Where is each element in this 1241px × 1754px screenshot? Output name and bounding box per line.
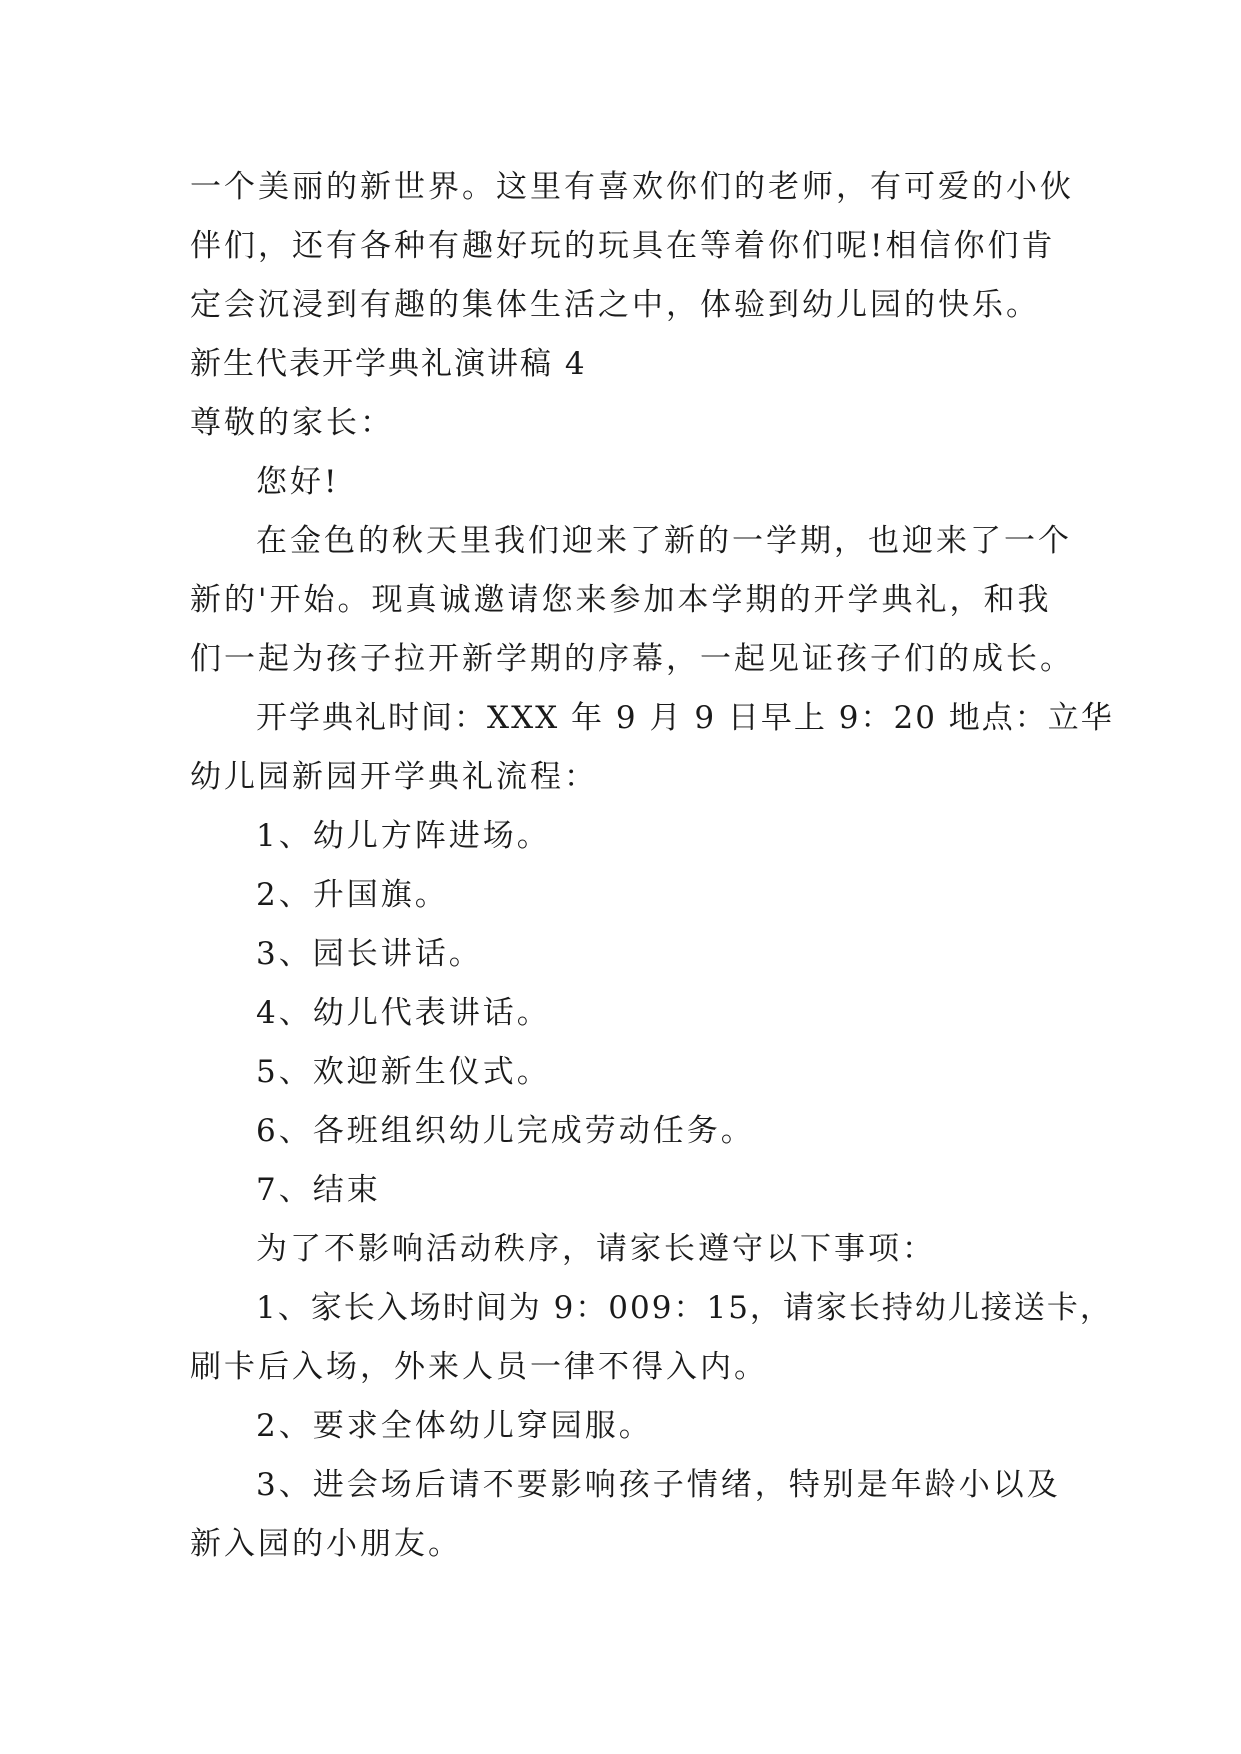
- paragraph-line: 在金色的秋天里我们迎来了新的一学期，也迎来了一个: [256, 523, 1072, 559]
- section-heading: 新生代表开学典礼演讲稿 4: [190, 346, 587, 382]
- list-item: 4、幼儿代表讲话。: [256, 995, 551, 1031]
- salutation: 尊敬的家长：: [190, 405, 394, 441]
- list-item: 3、园长讲话。: [256, 936, 483, 972]
- list-item: 2、要求全体幼儿穿园服。: [256, 1408, 653, 1444]
- list-item: 1、幼儿方阵进场。: [256, 818, 551, 854]
- document-body: [190, 158, 1114, 1574]
- list-item: 6、各班组织幼儿完成劳动任务。: [256, 1113, 755, 1149]
- list-item: 3、进会场后请不要影响孩子情绪，特别是年龄小以及: [256, 1467, 1061, 1503]
- paragraph-line: 们一起为孩子拉开新学期的序幕，一起见证孩子们的成长。: [190, 641, 1074, 677]
- list-item: 5、欢迎新生仪式。: [256, 1054, 551, 1090]
- list-item: 2、升国旗。: [256, 877, 449, 913]
- paragraph-line: 幼儿园新园开学典礼流程：: [190, 759, 598, 795]
- list-item: 1、家长入场时间为 9：009：15，请家长持幼儿接送卡，: [256, 1290, 1113, 1326]
- paragraph-line: 一个美丽的新世界。这里有喜欢你们的老师，有可爱的小伙: [190, 169, 1074, 205]
- paragraph-line: 定会沉浸到有趣的集体生活之中，体验到幼儿园的快乐。: [190, 287, 1040, 323]
- paragraph-line: 新的'开始。现真诚邀请您来参加本学期的开学典礼，和我: [190, 582, 1052, 618]
- paragraph-line: 新入园的小朋友。: [190, 1526, 462, 1562]
- paragraph-line: 开学典礼时间：XXX 年 9 月 9 日早上 9：20 地点：立华: [256, 700, 1114, 736]
- greeting: 您好!: [256, 464, 340, 500]
- paragraph-line: 刷卡后入场，外来人员一律不得入内。: [190, 1349, 768, 1385]
- paragraph-line: 为了不影响活动秩序，请家长遵守以下事项：: [256, 1231, 936, 1267]
- paragraph-line: 伴们，还有各种有趣好玩的玩具在等着你们呢!相信你们肯: [190, 228, 1056, 264]
- list-item: 7、结束: [256, 1172, 381, 1208]
